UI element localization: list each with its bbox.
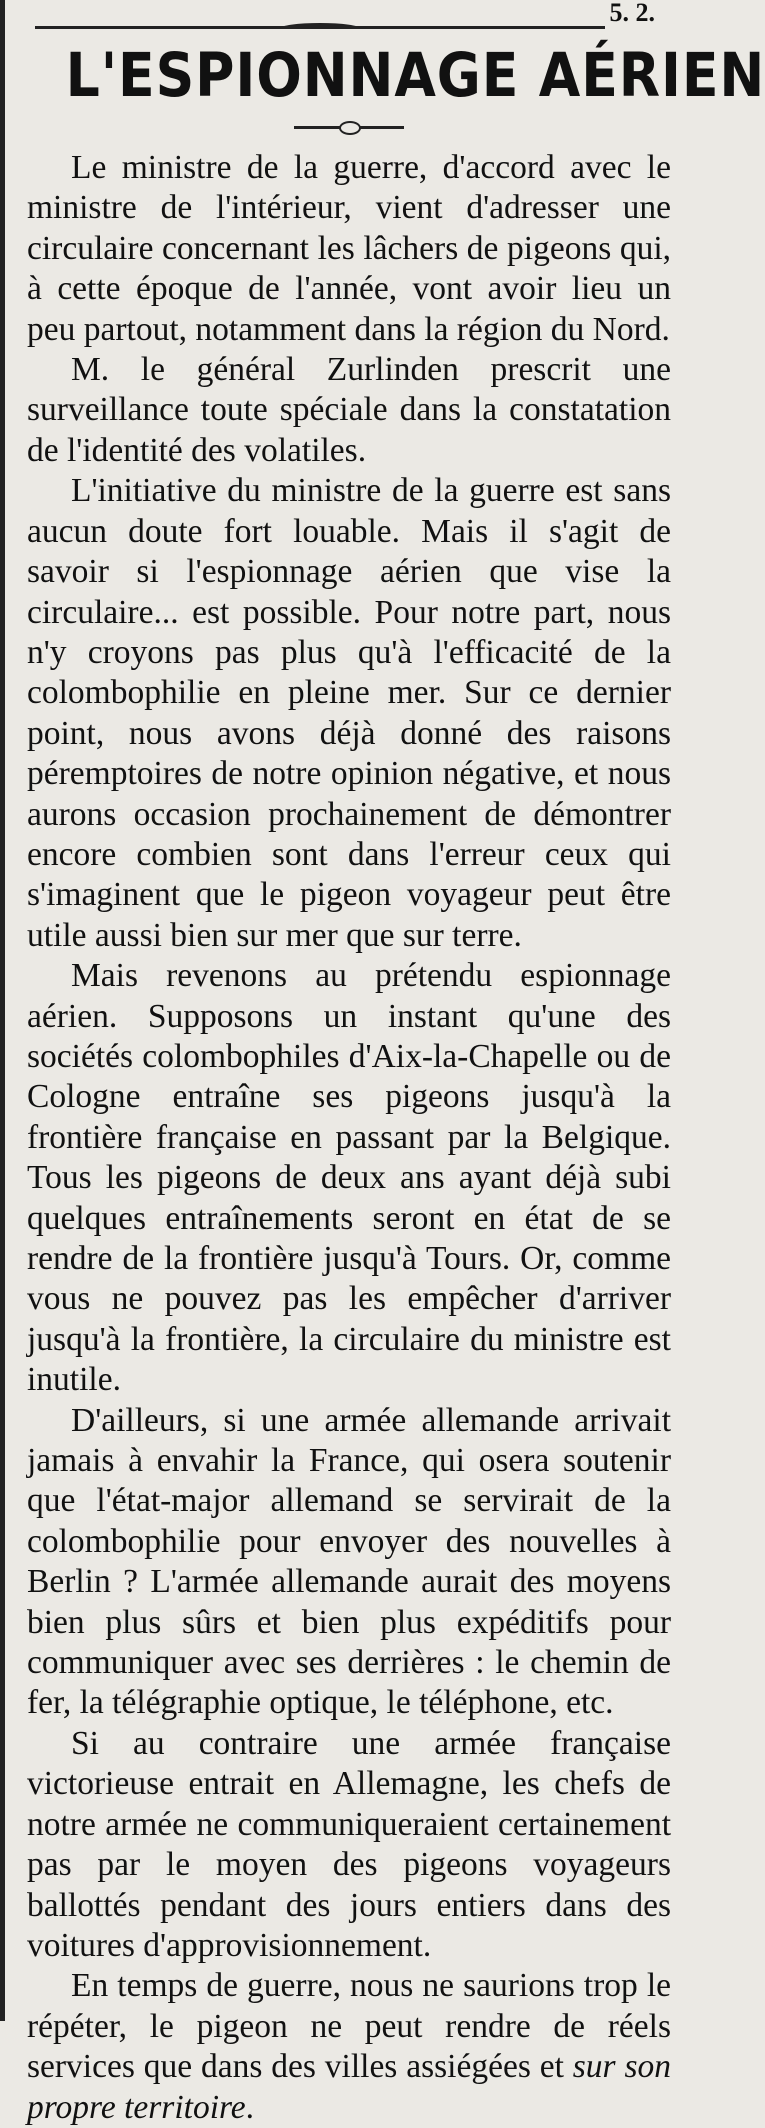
paragraph: Mais revenons au prétendu espionnage aérien. Supposons un instant qu'une des sociétés colombophiles d'Aix-la-Chapelle ou de Cologne entraîne ses pigeons jusqu'à la frontière française en passant par la Belgique. Tous les pigeons de deux ans ayant déjà subi quelques entraînements seront en état de se rendre de la frontière jusqu'à Tours. Or, comme vous ne pouvez pas les empêcher d'arriver jusqu'à la frontière, la circulaire du ministre est inutile. (27, 957, 671, 1399)
paragraph: L'initiative du ministre de la guerre est sans aucun doute fort louable. Mais il s'agit de savoir si l'espionnage aérien que vise la circulaire... est possible. Pour notre part, nous n'y croyons pas plus qu'à l'efficacité de la colombophilie en pleine mer. Sur ce dernier point, nous avons déjà donné des raisons péremptoires de notre opinion négative, et nous aurons occasion prochainement de démontrer encore combien sont dans l'erreur ceux qui s'imaginent que le pigeon voyageur peut être utile aussi bien sur mer que sur terre. (27, 472, 671, 954)
paragraph: Si au contraire une armée française victorieuse entrait en Allemagne, les chefs de notre armée ne communiqueraient certainement pas par le moyen des pigeons voyageurs ballottés pendant des jours entiers dans des voitures d'approvisionnement. (27, 1724, 671, 1964)
corner-mark: 5. 2. (609, 0, 655, 27)
title-ornament (294, 120, 404, 134)
paragraph: M. le général Zurlinden prescrit une surveillance toute spéciale dans la constatation de l'identité des volatiles. (27, 351, 671, 469)
paragraph-end: . (245, 2088, 255, 2126)
paragraph-text: En temps de guerre, nous ne saurions trop le répéter, le pigeon ne peut rendre de réels services que dans des villes assiégées et (27, 1967, 671, 2086)
paragraph: Le ministre de la guerre, d'accord avec le ministre de l'intérieur, vient d'adresser une circulaire concernant les lâchers de pigeons qui, à cette époque de l'année, vont avoir lieu un peu partout, notamment dans la région du Nord. (27, 149, 671, 348)
article-body (27, 148, 671, 2128)
paragraph-last (27, 1966, 671, 2128)
paragraph: D'ailleurs, si une armée allemande arrivait jamais à envahir la France, qui osera soutenir que l'état-major allemand se servirait de la colombophilie pour envoyer des nouvelles à Berlin ? L'armée allemande aurait des moyens bien plus sûrs et bien plus expéditifs pour communiquer avec ses derrières : le chemin de fer, la télégraphie optique, le téléphone, etc. (27, 1401, 671, 1722)
article-title: L'ESPIONNAGE AÉRIEN (65, 40, 765, 111)
emphasis-text: sur son propre territoire (27, 2048, 671, 2126)
